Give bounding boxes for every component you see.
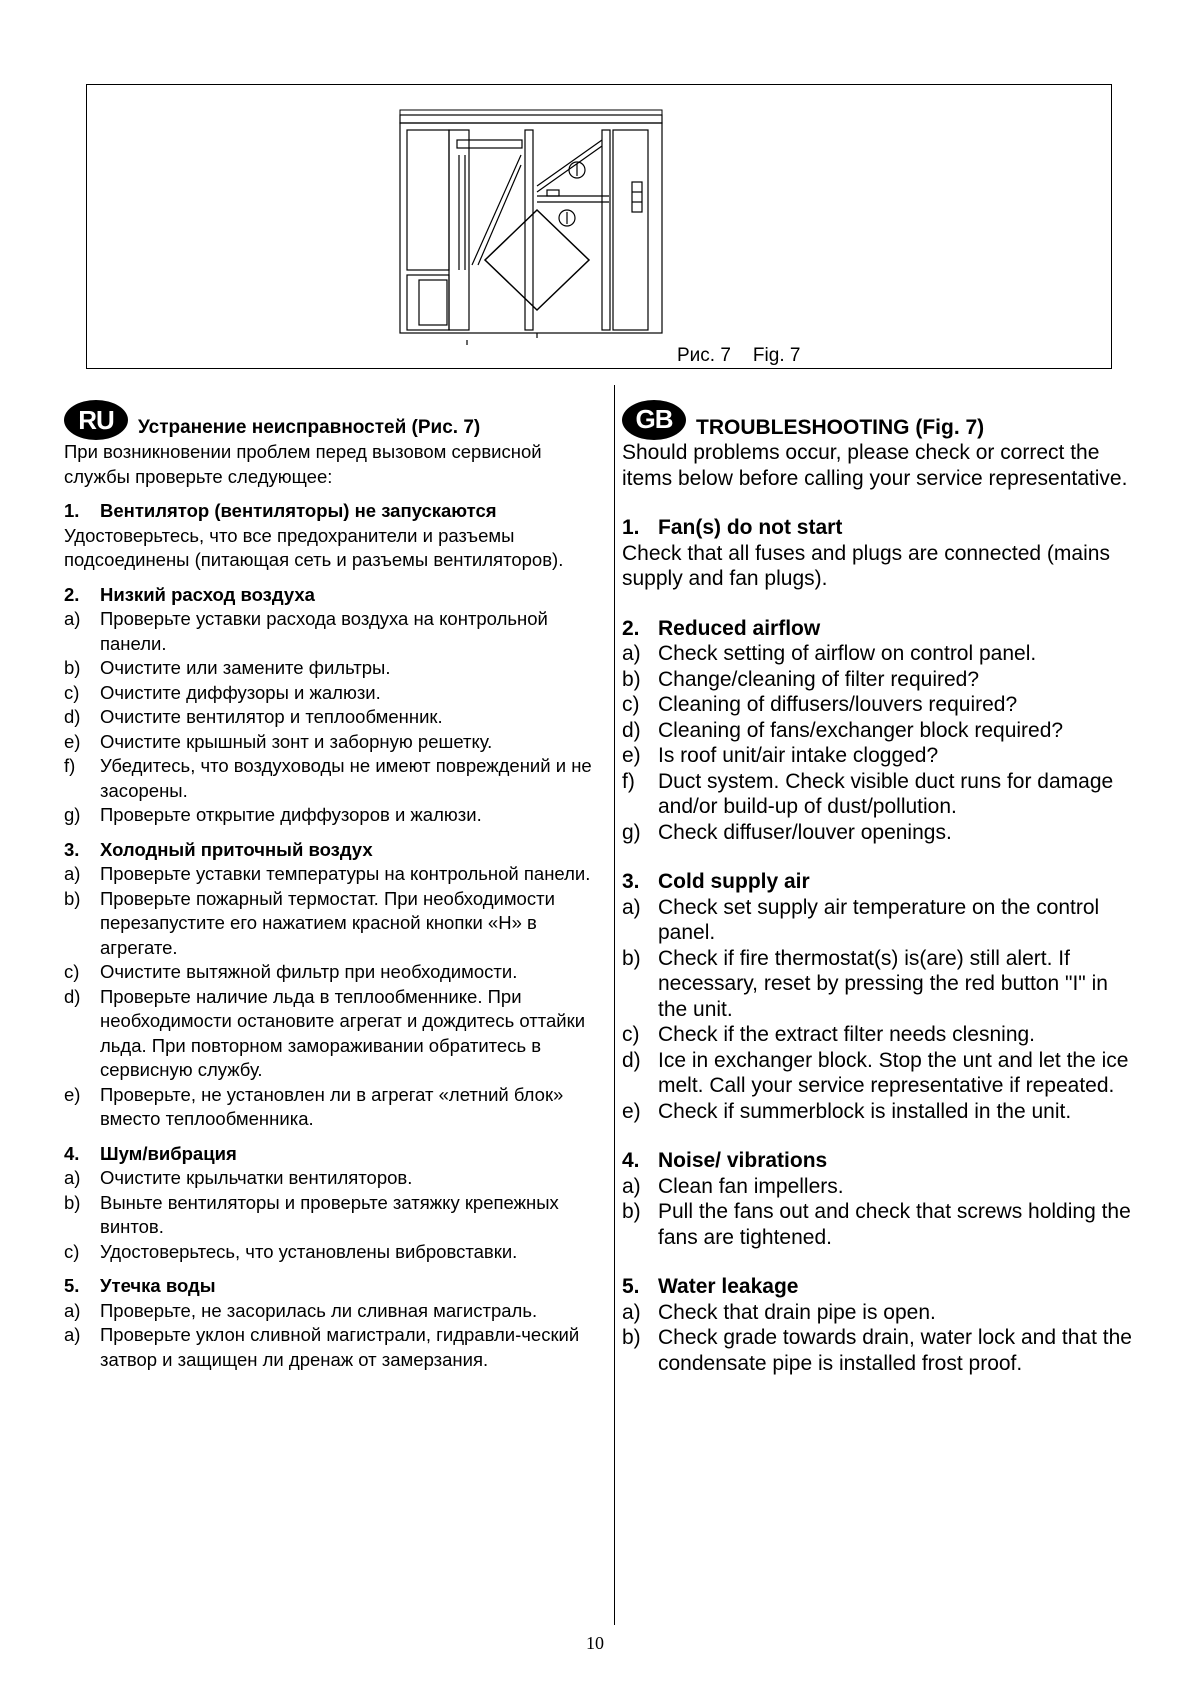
section — [622, 616, 1142, 846]
list-item — [622, 820, 1142, 846]
list-item-letter: a) — [622, 1174, 641, 1198]
list-item-letter: a) — [622, 642, 641, 665]
section-number: 1. — [622, 516, 640, 539]
list-item — [64, 803, 604, 828]
list-item-letter: b) — [622, 1200, 641, 1223]
figure-box — [86, 84, 1112, 369]
list-item-letter: g) — [64, 804, 81, 825]
list-item-letter: a) — [622, 895, 641, 919]
list-item-text: Очистите вытяжной фильтр при необходимости. — [100, 961, 518, 982]
gb-badge-icon: GB — [622, 400, 686, 440]
list-item — [622, 1325, 1142, 1376]
list-item — [64, 754, 604, 803]
list-item — [622, 641, 1142, 667]
list-item-text: Is roof unit/air intake clogged? — [658, 744, 939, 767]
gb-intro: Should problems occur, please check or correct the items below before calling your service representative. — [622, 441, 1128, 490]
column-divider — [614, 385, 615, 1625]
section-number: 2. — [622, 616, 640, 640]
list-item-text: Очистите диффузоры и жалюзи. — [100, 681, 381, 703]
ru-intro: При возникновении проблем перед вызовом сервисной службы проверьте следующее: — [64, 441, 542, 487]
list-item — [64, 730, 604, 755]
unit-diagram — [397, 100, 667, 350]
section-title-text: Water leakage — [658, 1275, 799, 1298]
section-title-text: Reduced airflow — [658, 616, 821, 640]
list-item — [622, 895, 1142, 946]
list-item-text: Check if the extract filter needs clesning. — [658, 1023, 1036, 1046]
list-item — [64, 1191, 604, 1240]
list-item — [622, 1174, 1142, 1200]
list-item — [622, 743, 1142, 769]
list-item-text: Проверьте, не засорилась ли сливная магистраль. — [100, 1299, 538, 1321]
list-item-text: Проверьте уставки расхода воздуха на контрольной панели. — [100, 608, 548, 654]
page-number: 10 — [586, 1633, 604, 1653]
section — [64, 583, 604, 828]
list-item — [64, 656, 604, 681]
section — [64, 1142, 604, 1265]
list-item-letter: b) — [64, 657, 81, 678]
section-title-text: Утечка воды — [100, 1275, 216, 1296]
list-item-text: Проверьте наличие льда в теплообменнике. При необходимости остановите агрегат и дождитесь оттайки льда. При повторном замораживании обратитесь в сервисную службу. — [100, 985, 586, 1080]
list-item-letter: f) — [64, 755, 76, 776]
section — [622, 1274, 1142, 1376]
ru-header — [64, 400, 604, 440]
list-item — [64, 1083, 604, 1132]
list-item-letter: d) — [64, 706, 81, 727]
section — [622, 515, 1142, 592]
section-title — [64, 838, 604, 863]
gb-header — [622, 400, 1142, 440]
gb-sections — [622, 515, 1142, 1376]
list-item — [622, 1099, 1142, 1125]
list-item-letter: a) — [64, 1299, 81, 1321]
list-item-text: Change/cleaning of filter required? — [658, 667, 980, 691]
list-item-letter: d) — [622, 1048, 641, 1072]
section-number: 4. — [64, 1142, 80, 1164]
list-item-letter: d) — [64, 985, 81, 1007]
list-item — [622, 1300, 1142, 1326]
list-item-text: Duct system. Check visible duct runs for damage and/or build-up of dust/pollution. — [658, 769, 1114, 818]
list-item-text: Check if summerblock is installed in the unit. — [658, 1099, 1072, 1123]
section — [64, 1274, 604, 1372]
figure-caption — [677, 345, 800, 367]
gb-title: TROUBLESHOOTING (Fig. 7) — [696, 415, 985, 439]
list-item — [622, 769, 1142, 820]
list-item-text: Очистите крышный зонт и заборную решетку. — [100, 730, 493, 752]
list-item-letter: c) — [622, 693, 640, 716]
section-number: 2. — [64, 583, 80, 605]
section — [64, 499, 604, 573]
section-title-text: Холодный приточный воздух — [100, 838, 373, 860]
list-item-text: Ice in exchanger block. Stop the unt and let the ice melt. Call your service representative if repeated. — [658, 1048, 1129, 1097]
list-item-letter: c) — [64, 681, 80, 703]
list-item-text: Очистите крыльчатки вентиляторов. — [100, 1167, 413, 1188]
list-item — [64, 705, 604, 730]
list-item — [64, 985, 604, 1083]
list-item — [64, 960, 604, 985]
list-item-letter: a) — [64, 863, 81, 884]
list-item-letter: e) — [64, 730, 81, 752]
list-item-letter: g) — [622, 820, 641, 844]
list-item-letter: e) — [64, 1083, 81, 1105]
list-item-text: Check set supply air temperature on the control panel. — [658, 895, 1100, 944]
section — [64, 838, 604, 1132]
list-item-letter: b) — [64, 1191, 81, 1213]
ru-column — [64, 400, 604, 1372]
list-item-letter: a) — [64, 608, 81, 629]
list-item-text: Очистите или замените фильтры. — [100, 657, 391, 678]
ru-sections — [64, 499, 604, 1372]
list-item-letter: c) — [64, 1240, 80, 1262]
caption-en: Fig. 7 — [752, 345, 801, 366]
list-item-letter: b) — [622, 1326, 641, 1349]
section-title-text: Низкий расход воздуха — [100, 583, 315, 605]
section-number: 4. — [622, 1149, 640, 1172]
list-item — [64, 1323, 604, 1372]
section — [622, 1148, 1142, 1250]
list-item — [622, 1022, 1142, 1048]
list-item-letter: a) — [64, 1167, 81, 1188]
list-item-letter: a) — [622, 1300, 641, 1324]
list-item — [64, 1299, 604, 1324]
list-item-text: Очистите вентилятор и теплообменник. — [100, 706, 443, 727]
section-title-text: Cold supply air — [658, 870, 810, 893]
section-title — [64, 499, 604, 524]
section-title-text: Fan(s) do not start — [658, 516, 843, 539]
section-title — [622, 616, 1142, 642]
list-item-letter: d) — [622, 718, 641, 742]
section-title — [64, 583, 604, 608]
section-number: 3. — [622, 870, 640, 893]
list-item-text: Проверьте уставки температуры на контрольной панели. — [100, 863, 591, 884]
list-item-text: Удостоверьтесь, что установлены вибровставки. — [100, 1240, 518, 1262]
list-item-text: Check that drain pipe is open. — [658, 1300, 936, 1324]
list-item-text: Clean fan impellers. — [658, 1174, 844, 1198]
list-item — [64, 887, 604, 961]
section-text: Удостоверьтесь, что все предохранители и разъемы подсоединены (питающая сеть и разъемы вентиляторов). — [64, 524, 564, 570]
section-title-text: Noise/ vibrations — [658, 1149, 828, 1172]
list-item-letter: e) — [622, 744, 641, 767]
list-item — [64, 681, 604, 706]
list-item-text: Проверьте, не установлен ли в агрегат «летний блок» вместо теплообменника. — [100, 1083, 564, 1129]
list-item-text: Check setting of airflow on control panel. — [658, 642, 1037, 665]
list-item-text: Check grade towards drain, water lock and that the condensate pipe is installed frost proof. — [658, 1326, 1132, 1375]
list-item-letter: f) — [622, 769, 635, 793]
section-title — [622, 1148, 1142, 1174]
section-title — [622, 515, 1142, 541]
list-item — [64, 1240, 604, 1265]
section-title — [622, 869, 1142, 895]
section — [622, 869, 1142, 1124]
list-item-text: Проверьте уклон сливной магистрали, гидравли-ческий затвор и защищен ли дренаж от замерзания. — [100, 1324, 580, 1370]
list-item-letter: c) — [64, 961, 80, 982]
list-item-text: Check diffuser/louver openings. — [658, 820, 952, 844]
list-item-text: Убедитесь, что воздуховоды не имеют повреждений и не засорены. — [100, 755, 592, 801]
list-item — [64, 607, 604, 656]
list-item — [64, 1166, 604, 1191]
section-text: Check that all fuses and plugs are connected (mains supply and fan plugs). — [622, 541, 1110, 590]
section-title-text: Вентилятор (вентиляторы) не запускаются — [100, 500, 497, 521]
list-item-letter: c) — [622, 1023, 640, 1046]
caption-ru: Рис. 7 — [677, 345, 731, 366]
section-title — [622, 1274, 1142, 1300]
list-item-text: Cleaning of fans/exchanger block required? — [658, 718, 1064, 742]
list-item-text: Check if fire thermostat(s) is(are) still alert. If necessary, reset by pressing the red button "I" in the unit. — [658, 946, 1108, 1021]
section-number: 3. — [64, 838, 80, 860]
section-number: 5. — [622, 1275, 640, 1298]
ru-title: Устранение неисправностей (Рис. 7) — [138, 416, 481, 438]
ru-badge-icon: RU — [64, 400, 128, 440]
list-item — [622, 667, 1142, 693]
section-title-text: Шум/вибрация — [100, 1142, 237, 1164]
list-item — [622, 718, 1142, 744]
list-item-letter: a) — [64, 1324, 81, 1345]
section-number: 1. — [64, 500, 80, 521]
list-item-text: Проверьте пожарный термостат. При необходимости перезапустите его нажатием красной кнопки «Н» в агрегате. — [100, 887, 555, 958]
section-title — [64, 1274, 604, 1299]
list-item-letter: b) — [622, 667, 641, 691]
list-item-letter: e) — [622, 1099, 641, 1123]
gb-column — [622, 400, 1142, 1376]
list-item-letter: b) — [64, 887, 81, 909]
list-item-text: Pull the fans out and check that screws holding the fans are tightened. — [658, 1200, 1131, 1249]
list-item-text: Cleaning of diffusers/louvers required? — [658, 693, 1018, 716]
section-number: 5. — [64, 1275, 80, 1296]
section-title — [64, 1142, 604, 1167]
list-item — [622, 692, 1142, 718]
list-item-text: Проверьте открытие диффузоров и жалюзи. — [100, 804, 482, 825]
list-item-text: Выньте вентиляторы и проверьте затяжку крепежных винтов. — [100, 1191, 559, 1237]
list-item — [622, 1199, 1142, 1250]
list-item — [622, 1048, 1142, 1099]
list-item — [622, 946, 1142, 1023]
list-item-letter: b) — [622, 946, 641, 970]
list-item — [64, 862, 604, 887]
